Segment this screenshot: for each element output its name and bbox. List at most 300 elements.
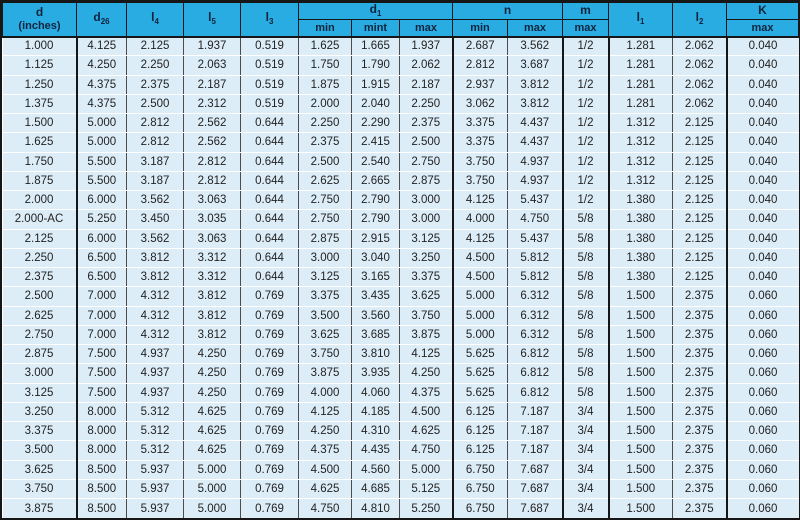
- table-cell: 2.375: [673, 383, 727, 402]
- table-cell: 0.040: [727, 268, 799, 287]
- table-cell: 2.062: [673, 37, 727, 56]
- table-cell: 5/8: [563, 364, 609, 383]
- table-cell: 2.312: [184, 94, 241, 113]
- cell-d-value: 1.750: [3, 152, 77, 171]
- table-cell: 2.750: [299, 210, 352, 229]
- table-cell: 4.937: [127, 364, 184, 383]
- table-cell: 7.187: [508, 422, 563, 441]
- table-cell: 4.750: [299, 499, 352, 519]
- table-cell: 1.312: [609, 152, 673, 171]
- table-cell: 2.125: [673, 229, 727, 248]
- table-cell: 3.812: [508, 75, 563, 94]
- table-cell: 4.625: [184, 441, 241, 460]
- table-cell: 1.312: [609, 133, 673, 152]
- cell-d-value: 1.250: [3, 75, 77, 94]
- table-cell: 0.644: [241, 191, 299, 210]
- table-cell: 3.063: [184, 191, 241, 210]
- table-cell: 6.312: [508, 325, 563, 344]
- table-cell: 2.812: [184, 152, 241, 171]
- table-cell: 3.063: [184, 229, 241, 248]
- table-cell: 8.000: [77, 402, 127, 421]
- table-cell: 2.062: [673, 94, 727, 113]
- table-cell: 0.060: [727, 422, 799, 441]
- dimension-table: [2, 2, 799, 518]
- table-row: [3, 75, 799, 94]
- table-cell: 4.625: [184, 402, 241, 421]
- table-cell: 3.750: [453, 152, 508, 171]
- table-cell: 2.040: [352, 94, 400, 113]
- table-cell: 3.685: [352, 325, 400, 344]
- header-label-base: d: [369, 2, 377, 17]
- table-cell: 6.125: [453, 441, 508, 460]
- col-header-d: [3, 3, 77, 37]
- table-cell: 3.062: [453, 94, 508, 113]
- table-cell: 2.250: [400, 94, 453, 113]
- table-cell: 3.435: [352, 287, 400, 306]
- table-cell: 3.375: [299, 287, 352, 306]
- table-cell: 1.312: [609, 114, 673, 133]
- table-cell: 5.125: [400, 479, 453, 498]
- table-cell: 0.060: [727, 499, 799, 519]
- table-cell: 1.790: [352, 56, 400, 75]
- table-cell: 4.125: [77, 37, 127, 56]
- table-cell: 8.500: [77, 460, 127, 479]
- table-cell: 1.281: [609, 75, 673, 94]
- table-cell: 4.500: [400, 402, 453, 421]
- table-cell: 2.063: [184, 56, 241, 75]
- table-cell: 0.769: [241, 460, 299, 479]
- table-cell: 2.000: [299, 94, 352, 113]
- table-cell: 2.375: [299, 133, 352, 152]
- table-cell: 5.000: [77, 133, 127, 152]
- table-cell: 3/4: [563, 499, 609, 519]
- table-cell: 4.937: [508, 171, 563, 190]
- table-cell: 8.000: [77, 422, 127, 441]
- table-cell: 4.125: [453, 191, 508, 210]
- cell-d-value: 2.125: [3, 229, 77, 248]
- table-cell: 0.060: [727, 383, 799, 402]
- table-cell: 1.750: [299, 56, 352, 75]
- table-cell: 1.500: [609, 325, 673, 344]
- table-cell: 4.250: [400, 364, 453, 383]
- table-cell: 4.000: [299, 383, 352, 402]
- table-cell: 3.812: [508, 94, 563, 113]
- table-cell: 1.281: [609, 94, 673, 113]
- table-cell: 0.769: [241, 287, 299, 306]
- table-cell: 2.625: [299, 171, 352, 190]
- table-cell: 5.937: [127, 499, 184, 519]
- table-cell: 4.310: [352, 422, 400, 441]
- table-row: [3, 325, 799, 344]
- table-cell: 0.060: [727, 479, 799, 498]
- table-cell: 3.165: [352, 268, 400, 287]
- table-cell: 2.790: [352, 210, 400, 229]
- col-header-l1: [609, 3, 673, 37]
- table-cell: 2.875: [400, 171, 453, 190]
- table-cell: 2.125: [127, 37, 184, 56]
- group-header-k: [727, 3, 799, 20]
- table-cell: 3.040: [352, 248, 400, 267]
- cell-d-value: 1.875: [3, 171, 77, 190]
- cell-d-value: 1.625: [3, 133, 77, 152]
- table-cell: 2.750: [400, 152, 453, 171]
- table-cell: 0.769: [241, 441, 299, 460]
- table-cell: 4.250: [184, 345, 241, 364]
- cell-d-value: 2.375: [3, 268, 77, 287]
- table-cell: 5.625: [453, 383, 508, 402]
- table-cell: 1/2: [563, 171, 609, 190]
- table-cell: 2.687: [453, 37, 508, 56]
- table-cell: 1/2: [563, 133, 609, 152]
- table-cell: 2.375: [673, 499, 727, 519]
- table-cell: 5.000: [453, 325, 508, 344]
- table-cell: 2.062: [673, 75, 727, 94]
- table-cell: 7.687: [508, 499, 563, 519]
- table-cell: 3.875: [400, 325, 453, 344]
- table-cell: 0.060: [727, 325, 799, 344]
- table-cell: 1.500: [609, 479, 673, 498]
- table-cell: 4.125: [400, 345, 453, 364]
- cell-d-value: 3.250: [3, 402, 77, 421]
- table-cell: 0.040: [727, 191, 799, 210]
- table-cell: 6.750: [453, 460, 508, 479]
- table-cell: 3.750: [400, 306, 453, 325]
- table-cell: 0.040: [727, 152, 799, 171]
- table-cell: 3.935: [352, 364, 400, 383]
- table-cell: 0.769: [241, 383, 299, 402]
- table-cell: 7.000: [77, 306, 127, 325]
- table-cell: 7.500: [77, 345, 127, 364]
- group-header-n: [453, 3, 563, 20]
- table-cell: 0.644: [241, 114, 299, 133]
- table-row: [3, 114, 799, 133]
- table-cell: 4.060: [352, 383, 400, 402]
- table-cell: 4.312: [127, 306, 184, 325]
- table-cell: 4.250: [299, 422, 352, 441]
- table-cell: 2.500: [299, 152, 352, 171]
- table-cell: 1.500: [609, 306, 673, 325]
- table-row: [3, 248, 799, 267]
- table-cell: 3.812: [184, 325, 241, 344]
- table-cell: 5/8: [563, 345, 609, 364]
- subcol-header-m-max: max: [563, 20, 609, 37]
- header-label-sub: 1: [639, 17, 645, 27]
- table-cell: 3.562: [127, 229, 184, 248]
- table-cell: 0.644: [241, 268, 299, 287]
- table-row: [3, 479, 799, 498]
- table-cell: 1.380: [609, 229, 673, 248]
- table-row: [3, 210, 799, 229]
- table-cell: 3.312: [184, 268, 241, 287]
- table-cell: 4.375: [77, 75, 127, 94]
- table-cell: 0.769: [241, 306, 299, 325]
- table-cell: 3/4: [563, 402, 609, 421]
- table-cell: 1.380: [609, 268, 673, 287]
- table-cell: 5/8: [563, 268, 609, 287]
- table-cell: 5/8: [563, 383, 609, 402]
- table-cell: 5/8: [563, 306, 609, 325]
- cell-d-value: 3.750: [3, 479, 77, 498]
- table-cell: 5.625: [453, 345, 508, 364]
- table-row: [3, 441, 799, 460]
- table-cell: 3.000: [299, 248, 352, 267]
- table-cell: 2.500: [400, 133, 453, 152]
- table-cell: 1.937: [184, 37, 241, 56]
- table-cell: 4.250: [184, 364, 241, 383]
- table-cell: 2.375: [673, 479, 727, 498]
- table-cell: 7.687: [508, 460, 563, 479]
- col-header-l5: [184, 3, 241, 37]
- table-cell: 4.560: [352, 460, 400, 479]
- table-cell: 0.519: [241, 75, 299, 94]
- table-cell: 5.000: [453, 306, 508, 325]
- group-header-d1: [299, 3, 453, 20]
- table-cell: 5.812: [508, 268, 563, 287]
- table-cell: 1/2: [563, 75, 609, 94]
- table-cell: 4.500: [299, 460, 352, 479]
- table-row: [3, 152, 799, 171]
- header-label-base: l: [265, 10, 269, 25]
- table-row: [3, 133, 799, 152]
- header-label-m: m: [580, 3, 591, 18]
- table-row: [3, 345, 799, 364]
- table-cell: 4.937: [508, 152, 563, 171]
- table-cell: 3.625: [400, 287, 453, 306]
- header-label-sub: 1: [376, 9, 382, 19]
- table-cell: 4.937: [127, 345, 184, 364]
- header-label-base: d: [93, 10, 101, 25]
- table-cell: 0.040: [727, 75, 799, 94]
- table-cell: 1.665: [352, 37, 400, 56]
- table-cell: 4.810: [352, 499, 400, 519]
- table-cell: 6.812: [508, 383, 563, 402]
- table-cell: 2.562: [184, 133, 241, 152]
- table-cell: 4.125: [453, 229, 508, 248]
- table-cell: 2.125: [673, 171, 727, 190]
- cell-d-value: 2.875: [3, 345, 77, 364]
- table-cell: 0.040: [727, 37, 799, 56]
- table-cell: 4.000: [453, 210, 508, 229]
- table-cell: 4.312: [127, 325, 184, 344]
- table-cell: 2.375: [673, 345, 727, 364]
- col-header-d26: [77, 3, 127, 37]
- table-cell: 0.040: [727, 210, 799, 229]
- table-cell: 1.500: [609, 460, 673, 479]
- col-header-l2: [673, 3, 727, 37]
- header-label-base: l: [695, 10, 699, 25]
- table-cell: 2.375: [673, 364, 727, 383]
- table-cell: 0.769: [241, 422, 299, 441]
- table-cell: 1.500: [609, 287, 673, 306]
- table-cell: 0.040: [727, 248, 799, 267]
- header-label-sub: 4: [154, 17, 159, 27]
- table-cell: 3/4: [563, 422, 609, 441]
- table-cell: 3.187: [127, 171, 184, 190]
- subcol-header-d1-mint: mint: [352, 20, 400, 37]
- table-cell: 7.000: [77, 325, 127, 344]
- table-cell: 3.450: [127, 210, 184, 229]
- table-cell: 2.375: [673, 422, 727, 441]
- header-label-base: l: [636, 10, 640, 25]
- table-cell: 0.769: [241, 499, 299, 519]
- table-row: [3, 37, 799, 56]
- table-cell: 4.125: [299, 402, 352, 421]
- table-cell: 2.125: [673, 133, 727, 152]
- cell-d-value: 3.500: [3, 441, 77, 460]
- header-label-d-units: (inches): [18, 20, 61, 33]
- table-row: [3, 191, 799, 210]
- table-cell: 1.380: [609, 191, 673, 210]
- cell-d-value: 2.250: [3, 248, 77, 267]
- table-cell: 1.500: [609, 364, 673, 383]
- table-cell: 6.000: [77, 229, 127, 248]
- table-row: [3, 56, 799, 75]
- table-cell: 7.687: [508, 479, 563, 498]
- header-label-sub: 3: [268, 17, 274, 27]
- table-cell: 3.000: [400, 191, 453, 210]
- table-cell: 2.062: [673, 56, 727, 75]
- table-cell: 0.644: [241, 210, 299, 229]
- table-cell: 4.500: [453, 268, 508, 287]
- group-header-m: [563, 3, 609, 20]
- table-cell: 8.500: [77, 479, 127, 498]
- table-cell: 5/8: [563, 325, 609, 344]
- table-cell: 0.644: [241, 133, 299, 152]
- table-cell: 4.375: [77, 94, 127, 113]
- cell-d-value: 3.375: [3, 422, 77, 441]
- table-cell: 1.500: [609, 345, 673, 364]
- table-cell: 3.035: [184, 210, 241, 229]
- table-cell: 4.750: [400, 441, 453, 460]
- cell-d-value: 2.000-AC: [3, 210, 77, 229]
- table-cell: 6.812: [508, 364, 563, 383]
- cell-d-value: 3.125: [3, 383, 77, 402]
- table-cell: 5.500: [77, 152, 127, 171]
- table-cell: 4.437: [508, 114, 563, 133]
- table-cell: 2.290: [352, 114, 400, 133]
- cell-d-value: 2.500: [3, 287, 77, 306]
- table-cell: 3.125: [299, 268, 352, 287]
- table-cell: 5.312: [127, 422, 184, 441]
- cell-d-value: 1.125: [3, 56, 77, 75]
- table-cell: 1.380: [609, 210, 673, 229]
- table-cell: 3.250: [400, 248, 453, 267]
- table-cell: 2.875: [299, 229, 352, 248]
- table-cell: 0.040: [727, 229, 799, 248]
- header-label-n: n: [503, 3, 512, 18]
- table-cell: 0.060: [727, 345, 799, 364]
- table-cell: 2.375: [673, 460, 727, 479]
- table-cell: 8.500: [77, 499, 127, 519]
- table-cell: 6.500: [77, 268, 127, 287]
- table-cell: 1.281: [609, 56, 673, 75]
- cell-d-value: 1.375: [3, 94, 77, 113]
- table-row: [3, 499, 799, 519]
- cell-d-value: 3.000: [3, 364, 77, 383]
- table-cell: 5/8: [563, 287, 609, 306]
- table-cell: 6.500: [77, 248, 127, 267]
- col-header-l3: [241, 3, 299, 37]
- table-cell: 3.312: [184, 248, 241, 267]
- table-cell: 3.875: [299, 364, 352, 383]
- header-row-groups: [3, 3, 799, 20]
- table-cell: 2.915: [352, 229, 400, 248]
- table-cell: 0.040: [727, 171, 799, 190]
- table-cell: 5.000: [184, 460, 241, 479]
- table-cell: 6.750: [453, 499, 508, 519]
- table-cell: 6.750: [453, 479, 508, 498]
- table-cell: 2.125: [673, 210, 727, 229]
- table-cell: 8.000: [77, 441, 127, 460]
- table-cell: 0.060: [727, 287, 799, 306]
- table-cell: 3/4: [563, 460, 609, 479]
- table-cell: 2.062: [400, 56, 453, 75]
- table-cell: 2.665: [352, 171, 400, 190]
- table-cell: 3.750: [453, 171, 508, 190]
- table-cell: 2.750: [299, 191, 352, 210]
- table-cell: 5.000: [77, 114, 127, 133]
- table-row: [3, 171, 799, 190]
- table-cell: 6.000: [77, 191, 127, 210]
- header-label-base: l: [208, 10, 212, 25]
- table-cell: 1/2: [563, 56, 609, 75]
- table-cell: 7.500: [77, 383, 127, 402]
- table-body: [3, 37, 799, 519]
- table-cell: 2.125: [673, 248, 727, 267]
- table-row: [3, 287, 799, 306]
- table-cell: 4.312: [127, 287, 184, 306]
- cell-d-value: 1.000: [3, 37, 77, 56]
- subcol-header-d1-min: min: [299, 20, 352, 37]
- cell-d-value: 1.500: [3, 114, 77, 133]
- table-cell: 4.185: [352, 402, 400, 421]
- table-cell: 1.500: [609, 499, 673, 519]
- table-cell: 1.500: [609, 422, 673, 441]
- table-cell: 3.812: [127, 268, 184, 287]
- table-row: [3, 306, 799, 325]
- table-cell: 6.312: [508, 306, 563, 325]
- table-cell: 2.790: [352, 191, 400, 210]
- table-cell: 5.500: [77, 171, 127, 190]
- table-cell: 0.060: [727, 306, 799, 325]
- table-row: [3, 383, 799, 402]
- table-cell: 2.375: [673, 287, 727, 306]
- table-cell: 0.040: [727, 114, 799, 133]
- table-cell: 0.769: [241, 402, 299, 421]
- table-cell: 2.937: [453, 75, 508, 94]
- table-cell: 5.312: [127, 441, 184, 460]
- table-cell: 3.375: [453, 114, 508, 133]
- table-cell: 1/2: [563, 37, 609, 56]
- table-cell: 7.000: [77, 287, 127, 306]
- table-row: [3, 268, 799, 287]
- table-row: [3, 460, 799, 479]
- table-cell: 0.060: [727, 364, 799, 383]
- table-cell: 0.519: [241, 94, 299, 113]
- table-cell: 2.812: [127, 133, 184, 152]
- cell-d-value: 2.625: [3, 306, 77, 325]
- table-cell: 4.375: [299, 441, 352, 460]
- table-cell: 5.000: [184, 499, 241, 519]
- table-cell: 2.125: [673, 114, 727, 133]
- header-label-sub: 2: [698, 17, 704, 27]
- table-header: [3, 3, 799, 37]
- table-cell: 2.125: [673, 152, 727, 171]
- table-cell: 4.937: [127, 383, 184, 402]
- table-row: [3, 229, 799, 248]
- table-row: [3, 422, 799, 441]
- table-cell: 1/2: [563, 94, 609, 113]
